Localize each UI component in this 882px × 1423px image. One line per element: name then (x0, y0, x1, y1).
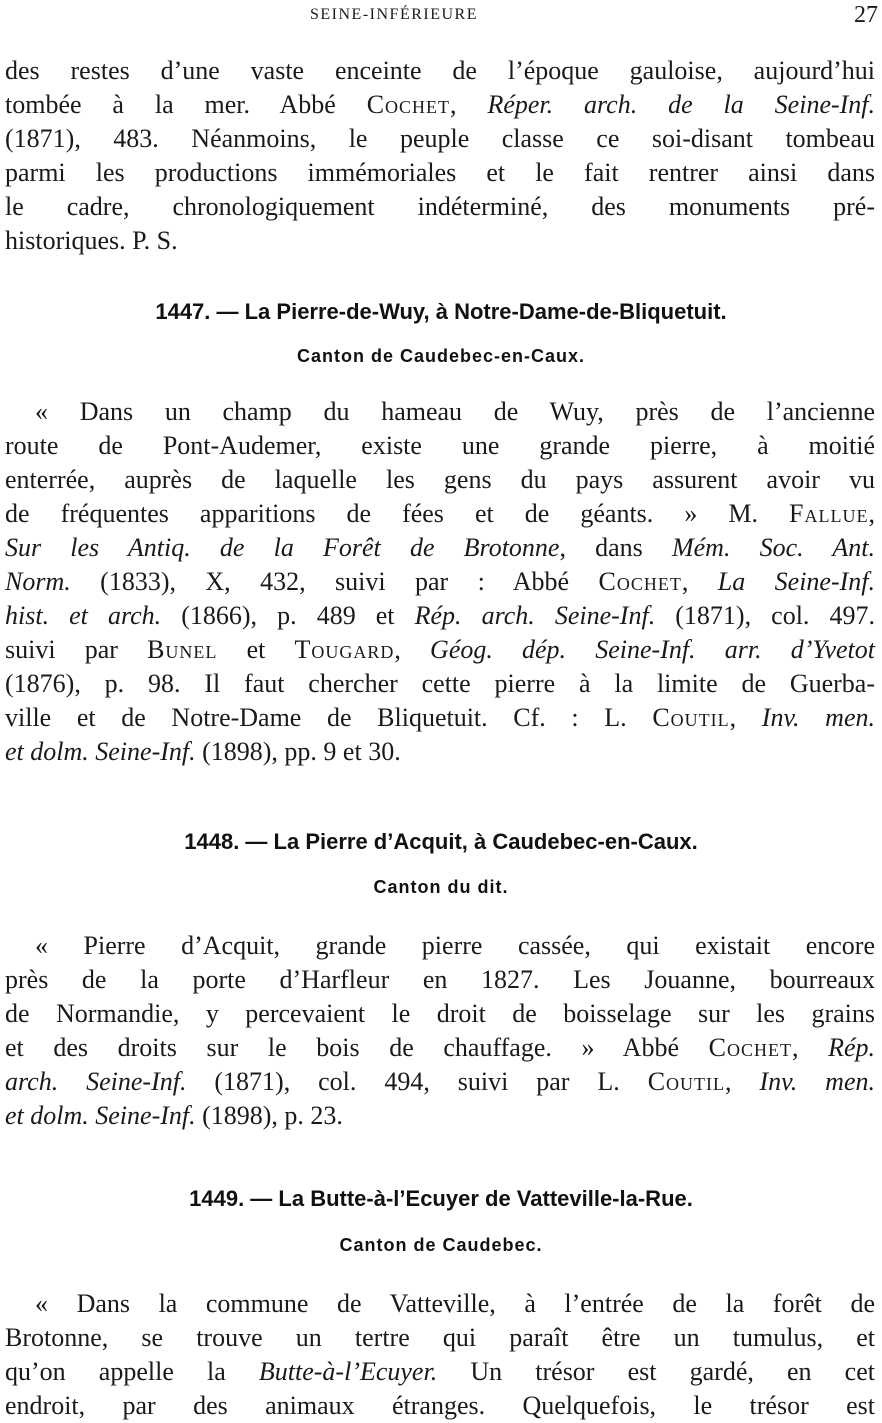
entry-1448-canton: Canton du dit. (373, 877, 509, 897)
entry-1447-line-6: Norm. (1833), X, 432, suivi par : Abbé Cochet, La Seine-Inf. (5, 567, 875, 596)
entry-1447-line-11: et dolm. Seine-Inf. (1898), pp. 9 et 30. (5, 737, 401, 766)
entry-1448-heading: 1448. — La Pierre d’Acquit, à Caudebec-en-Caux. (184, 829, 698, 854)
entry-1448-line-4: et des droits sur le bois de chauffage. » Abbé Cochet, Rép. (5, 1033, 875, 1062)
intro-line-3: (1871), 483. Néanmoins, le peuple classe ce soi-disant tombeau (5, 124, 875, 153)
entry-1448-line-2: près de la porte d’Harfleur en 1827. Les Jouanne, bourreaux (5, 965, 875, 994)
intro-line-6: historiques. P. S. (5, 226, 178, 255)
entry-1449-heading: 1449. — La Butte-à-l’Ecuyer de Vatteville-la-Rue. (189, 1186, 693, 1211)
entry-1449-line-4: endroit, par des animaux étranges. Quelquefois, le trésor est (5, 1391, 875, 1420)
entry-1447-line-5: Sur les Antiq. de la Forêt de Brotonne, dans Mém. Soc. Ant. (5, 533, 875, 562)
entry-1447-line-3: enterrée, auprès de laquelle les gens du pays assurent avoir vu (5, 465, 875, 494)
entry-1447-line-8: suivi par Bunel et Tougard, Géog. dép. Seine-Inf. arr. d’Yvetot (5, 635, 875, 664)
entry-1448-line-3: de Normandie, y percevaient le droit de boisselage sur les grains (5, 999, 875, 1028)
entry-1447-line-4: de fréquentes apparitions de fées et de géants. » M. Fallue, (5, 499, 875, 528)
entry-1449-line-2: Brotonne, se trouve un tertre qui paraît être un tumulus, et (5, 1323, 875, 1352)
entry-1448-line-1: « Pierre d’Acquit, grande pierre cassée, qui existait encore (35, 931, 875, 960)
intro-line-2: tombée à la mer. Abbé Cochet, Réper. arch. de la Seine-Inf. (5, 90, 876, 119)
entry-1447-heading: 1447. — La Pierre-de-Wuy, à Notre-Dame-de-Bliquetuit. (155, 299, 727, 324)
entry-1447-line-1: « Dans un champ du hameau de Wuy, près de l’ancienne (35, 397, 875, 426)
intro-line-5: le cadre, chronologiquement indéterminé, des monuments pré- (5, 192, 875, 221)
running-title: SEINE-INFÉRIEURE (310, 6, 478, 23)
entry-1447-line-10: ville et de Notre-Dame de Bliquetuit. Cf. : L. Coutil, Inv. men. (5, 703, 875, 732)
entry-1447-canton: Canton de Caudebec-en-Caux. (296, 346, 586, 366)
entry-1449-line-1: « Dans la commune de Vatteville, à l’entrée de la forêt de (35, 1289, 875, 1318)
page-number: 27 (854, 2, 878, 28)
entry-1448-line-6: et dolm. Seine-Inf. (1898), p. 23. (5, 1101, 343, 1130)
intro-line-4: parmi les productions immémoriales et le fait rentrer ainsi dans (5, 158, 875, 187)
entry-1447-line-7: hist. et arch. (1866), p. 489 et Rép. arch. Seine-Inf. (1871), col. 497. (5, 601, 875, 630)
page-header (0, 2, 882, 32)
entry-1447-line-2: route de Pont-Audemer, existe une grande pierre, à moitié (5, 431, 875, 460)
entry-1448-line-5: arch. Seine-Inf. (1871), col. 494, suivi par L. Coutil, Inv. men. (5, 1067, 875, 1096)
entry-1447-line-9: (1876), p. 98. Il faut chercher cette pierre à la limite de Guerba- (5, 669, 875, 698)
entry-1449-canton: Canton de Caudebec. (339, 1235, 543, 1255)
intro-line-1: des restes d’une vaste enceinte de l’époque gauloise, aujourd’hui (5, 56, 875, 85)
entry-1449-line-3: qu’on appelle la Butte-à-l’Ecuyer. Un trésor est gardé, en cet (5, 1357, 875, 1386)
